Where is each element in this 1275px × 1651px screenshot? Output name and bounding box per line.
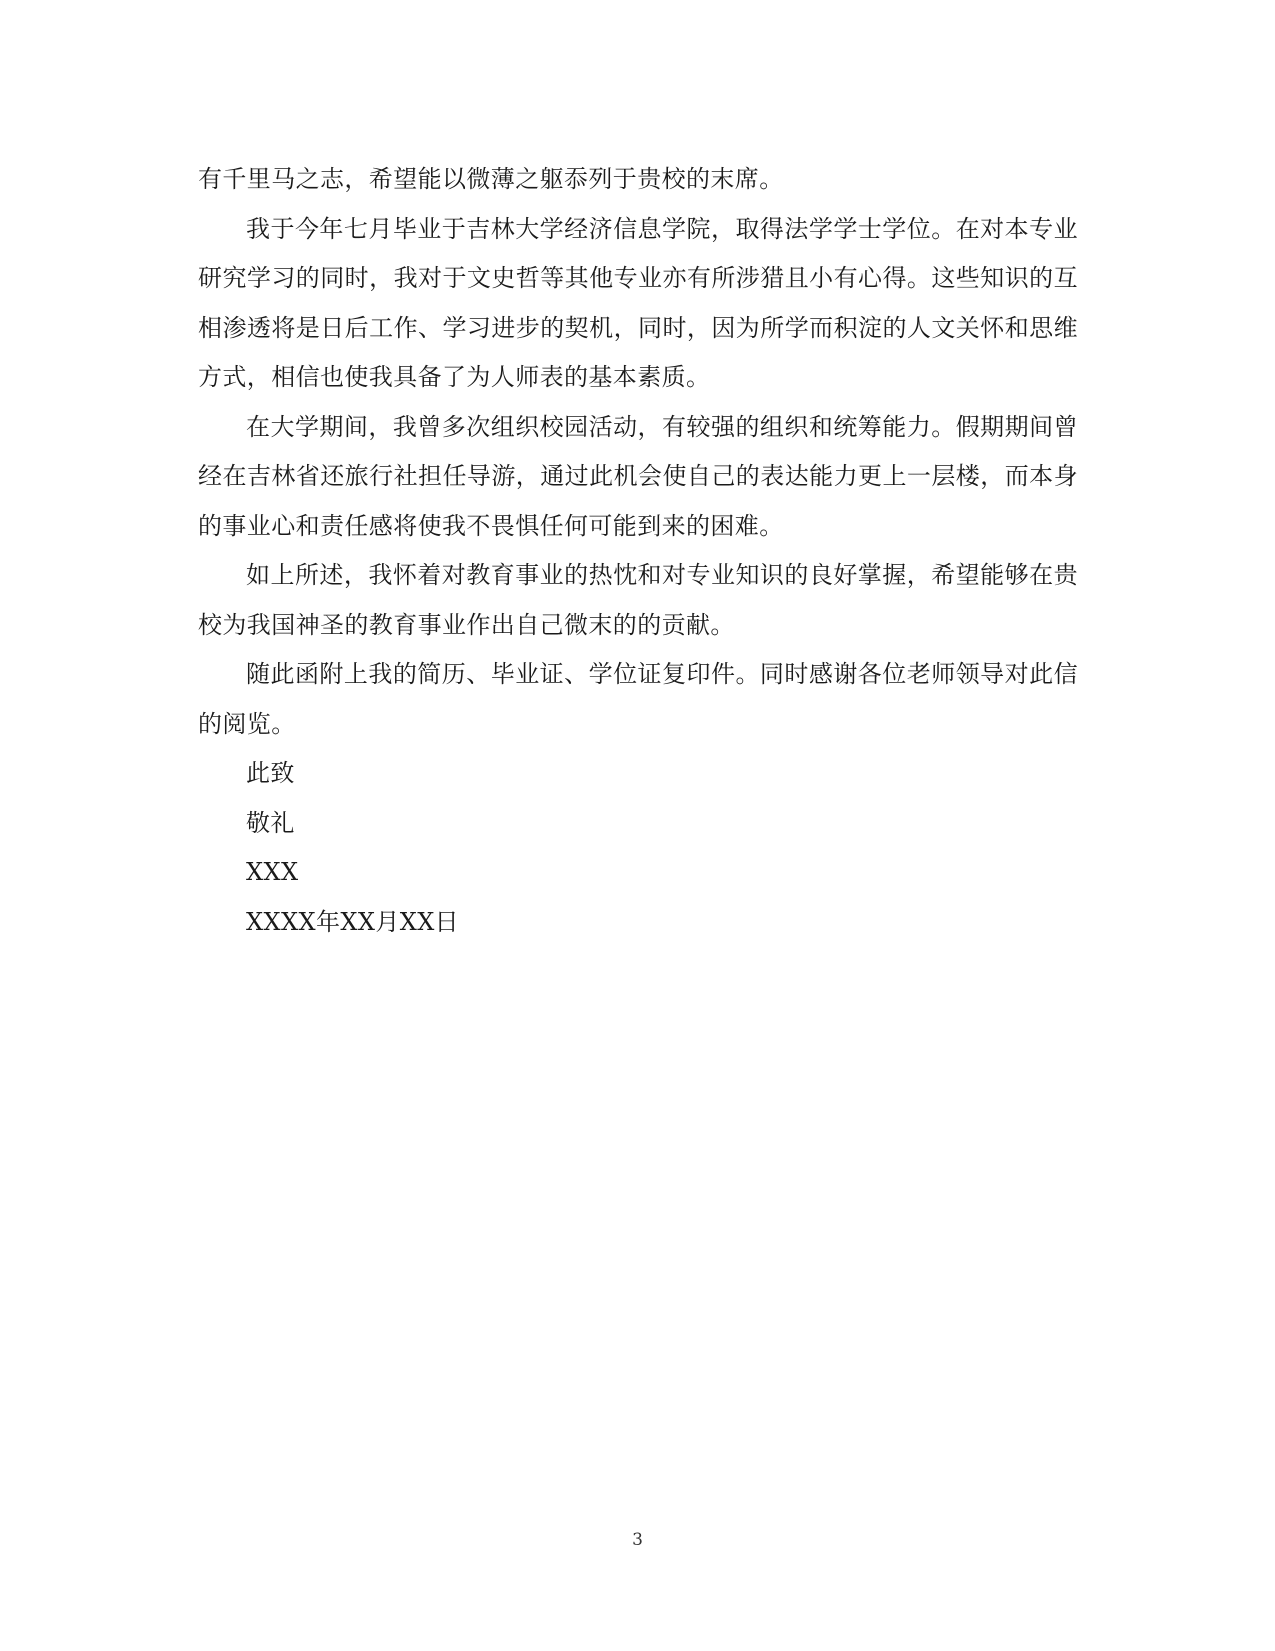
signature-name: XXX xyxy=(246,858,299,886)
paragraph-education: 我于今年七月毕业于吉林大学经济信息学院，取得法学学士学位。在对本专业研究学习的同时，我对于文史哲等其他专业亦有所涉猎且小有心得。这些知识的互相渗透将是日后工作、学习进步的契机，同时，因为所学而积淀的人文关怀和思维方式，相信也使我具备了为人师表的基本素质。 xyxy=(198,214,1078,391)
signature-date: XXXX年XX月XX日 xyxy=(246,907,460,936)
closing-salutation-2: 敬礼 xyxy=(246,808,295,837)
page-number: 3 xyxy=(632,1530,643,1550)
paragraph-summary: 如上所述，我怀着对教育事业的热忱和对专业知识的良好掌握，希望能够在贵校为我国神圣的教育事业作出自己微末的的贡献。 xyxy=(198,561,1078,639)
paragraph-continuation: 有千里马之志，希望能以微薄之躯忝列于贵校的末席。 xyxy=(198,165,784,193)
paragraph-attachments: 随此函附上我的简历、毕业证、学位证复印件。同时感谢各位老师领导对此信的阅览。 xyxy=(198,660,1078,738)
letter-body xyxy=(198,155,1078,947)
closing-salutation-1: 此致 xyxy=(246,759,295,787)
paragraph-university-activities: 在大学期间，我曾多次组织校园活动，有较强的组织和统筹能力。假期期间曾经在吉林省还旅行社担任导游，通过此机会使自己的表达能力更上一层楼，而本身的事业心和责任感将使我不畏惧任何可能到来的困难。 xyxy=(198,412,1078,540)
